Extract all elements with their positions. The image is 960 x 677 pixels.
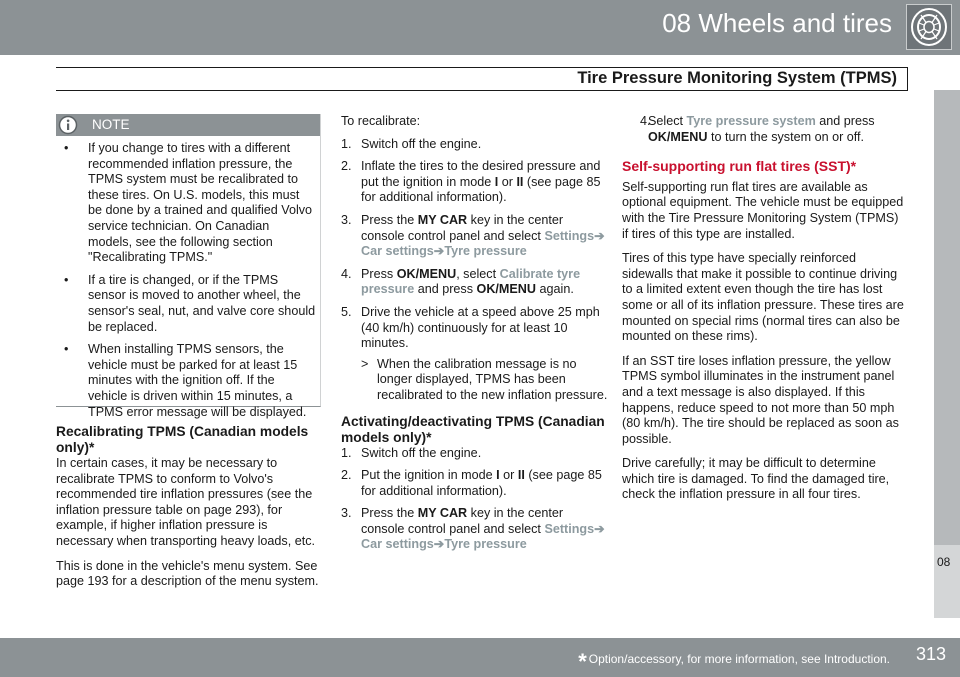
page-number: 313	[915, 644, 946, 664]
recalibrating-heading: Recalibrating TPMS (Canadian models only)*	[56, 424, 309, 455]
footer-bar	[0, 638, 960, 677]
list-item: • If you change to tires with a different recommended inflation pressure, the TPMS system must be recalibrated to these tires. On U.S. models, this must be done by a trained and qualified Volvo service technician. On Canadian models, see the following section "Recalibrating TPMS."	[64, 141, 313, 265]
list-item: 1. Switch off the engine.	[341, 445, 482, 460]
note-list	[60, 141, 316, 427]
recalibrate-intro: To recalibrate:	[341, 114, 421, 128]
paragraph: This is done in the vehicle's menu system. See page 193 for a description of the menu system.	[56, 558, 319, 589]
list-item: 2. Put the ignition in mode I or II (see page 85 for additional information).	[341, 468, 602, 498]
arrow-right-icon: ➔	[594, 228, 605, 243]
tire-icon	[906, 4, 952, 50]
paragraph: Tires of this type have specially reinforced sidewalls that make it possible to continue driving to a limited extent even though the tire has lost some or all of its inflation pressure. These tires are mounted on special rims (normal tires can also be mounted on these rims).	[622, 251, 904, 344]
list-item: • If a tire is changed, or if the TPMS sensor is moved to another wheel, the sensor's seal, nut, and valve core should be replaced.	[64, 272, 316, 334]
chapter-header-bar	[0, 0, 960, 55]
arrow-right-icon: ➔	[433, 244, 445, 259]
sst-heading: Self-supporting run flat tires (SST)*	[622, 158, 857, 175]
activating-steps-continued	[622, 114, 908, 145]
note-header	[56, 114, 320, 136]
list-item: • When installing TPMS sensors, the vehicle must be parked for at least 15 minutes with the ignition off. If the vehicle is driven within 15 minutes, a TPMS error message will be displayed.	[64, 342, 307, 419]
column-1-body	[56, 424, 320, 599]
paragraph: Self-supporting run flat tires are available as optional equipment. The vehicle must be equipped with the Tire Pressure Monitoring System (TPMS) if tires of this type are installed.	[622, 179, 904, 241]
recalibrate-steps	[341, 137, 609, 404]
arrow-right-icon: ➔	[433, 537, 445, 552]
column-2-body	[341, 114, 609, 560]
paragraph: If an SST tire loses inflation pressure, the yellow TPMS symbol illuminates in the instrument panel and a text message is also displayed. If this happens, reduce speed to not more than 50 mph (80 km/h). The tire should be replaced as soon as possible.	[622, 353, 899, 446]
note-box	[56, 114, 321, 419]
info-icon	[58, 115, 78, 135]
list-item: 3. Press the MY CAR key in the center console control panel and select Settings➔ Car settings➔Tyre pressure	[341, 506, 605, 552]
list-item: 3. Press the MY CAR key in the center console control panel and select Settings➔ Car settings➔Tyre pressure	[341, 212, 605, 259]
arrow-right-icon: ➔	[594, 521, 605, 536]
activating-heading: Activating/deactivating TPMS (Canadian models only)*	[341, 413, 605, 445]
chapter-side-tab	[934, 90, 960, 618]
list-item: 5. Drive the vehicle at a speed above 25 mph (40 km/h) continuously for at least 10 minutes. > When the calibration message is no longer displayed, TPMS has been recalibrated to the new inflation pressure.	[341, 304, 608, 402]
chapter-title: 08 Wheels and tires	[662, 8, 892, 38]
section-header	[56, 67, 908, 91]
list-item: 4. Press OK/MENU, select Calibrate tyre pressure and press OK/MENU again.	[341, 266, 581, 297]
sub-step: > When the calibration message is no longer displayed, TPMS has been recalibrated to the new inflation pressure.	[361, 356, 608, 402]
paragraph: In certain cases, it may be necessary to recalibrate TPMS to conform to Volvo's recommended tire inflation pressures (see the inflation pressure table on page 293), for example, if higher inflation pressure is necessary when transporting heavy loads, etc.	[56, 456, 316, 548]
footer-note: * Option/accessory, for more information, see Introduction.	[578, 649, 890, 674]
section-title: Tire Pressure Monitoring System (TPMS)	[577, 69, 897, 87]
list-item: 1. Switch off the engine.	[341, 136, 482, 151]
chapter-tab-label: 08	[937, 555, 951, 569]
note-label: NOTE	[92, 117, 130, 132]
list-item: 2. Inflate the tires to the desired pressure and put the ignition in mode I or II (see page 85 for additional information).	[341, 159, 601, 205]
column-3-body	[622, 114, 908, 512]
activating-steps	[341, 446, 609, 554]
list-item: 4. Select Tyre pressure system and press OK/MENU to turn the system on or off.	[640, 114, 875, 144]
paragraph: Drive carefully; it may be difficult to determine which tire is damaged. To find the damaged tire, check the inflation pressure in all four tires.	[622, 456, 890, 502]
